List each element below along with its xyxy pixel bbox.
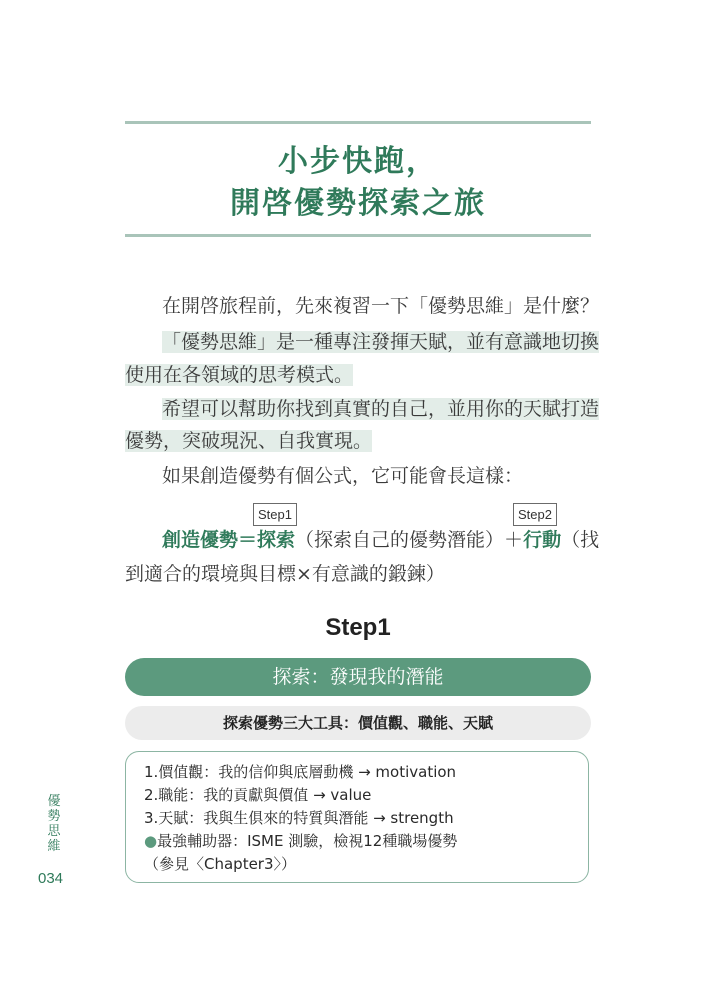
step2-tag: Step2 <box>513 503 557 526</box>
bullet-dot-icon: ● <box>144 832 158 850</box>
tool-bullet-text: 最強輔助器：ISME 測驗，檢視12種職場優勢 <box>157 832 458 850</box>
formula-equals: ＝ <box>238 529 258 551</box>
hope-line-2 <box>125 426 595 456</box>
definition-highlight-2: 使用在各領域的思考模式。 <box>125 364 354 386</box>
page-title-line-1: 小步快跑， <box>278 144 438 179</box>
hope-line-1 <box>162 394 632 424</box>
formula-term-explore: 探索 <box>257 529 296 551</box>
tools-subbanner: 探索優勢三大工具：價值觀、職能、天賦 <box>125 706 591 740</box>
formula-action-desc-start: （找 <box>561 529 600 551</box>
side-book-title: 優勢思維 <box>47 794 61 854</box>
bottom-divider <box>125 234 591 237</box>
tool-item-competency: 2.職能：我的貢獻與價值 → value <box>144 786 372 804</box>
page-title-line-2: 開啓優勢探索之旅 <box>230 186 486 221</box>
definition-highlight-1: 「優勢思維」是一種專注發揮天賦，並有意識地切換 <box>162 331 600 353</box>
tool-bullet-reference: （參見〈Chapter3〉） <box>144 855 297 873</box>
intro-paragraph: 在開啓旅程前，先來複習一下「優勢思維」是什麼？ <box>162 295 600 317</box>
hope-highlight-2: 優勢，突破現況、自我實現。 <box>125 430 373 452</box>
formula-explore-desc: （探索自己的優勢潛能）＋ <box>295 529 524 551</box>
page-number: 034 <box>38 870 64 887</box>
formula-term-create: 創造優勢 <box>162 529 239 551</box>
formula-intro: 如果創造優勢有個公式，它可能會長這樣： <box>162 465 524 487</box>
step-banner: 探索：發現我的潛能 <box>125 658 591 696</box>
formula-line-2: 到適合的環境與目標×有意識的鍛鍊） <box>125 563 445 585</box>
step1-tag: Step1 <box>253 503 297 526</box>
tool-item-values: 1.價值觀：我的信仰與底層動機 → motivation <box>144 763 457 781</box>
tools-box <box>125 751 589 883</box>
formula-line-1 <box>162 525 632 555</box>
tool-item-talent: 3.天賦：我與生俱來的特質與潛能 → strength <box>144 809 454 827</box>
definition-line-2 <box>125 360 595 390</box>
hope-highlight-1: 希望可以幫助你找到真實的自己，並用你的天賦打造 <box>162 398 600 420</box>
top-divider <box>125 121 591 124</box>
definition-line-1 <box>162 327 632 357</box>
step-heading: Step1 <box>325 614 391 641</box>
tool-bullet-line <box>144 830 457 852</box>
formula-term-action: 行動 <box>523 529 562 551</box>
